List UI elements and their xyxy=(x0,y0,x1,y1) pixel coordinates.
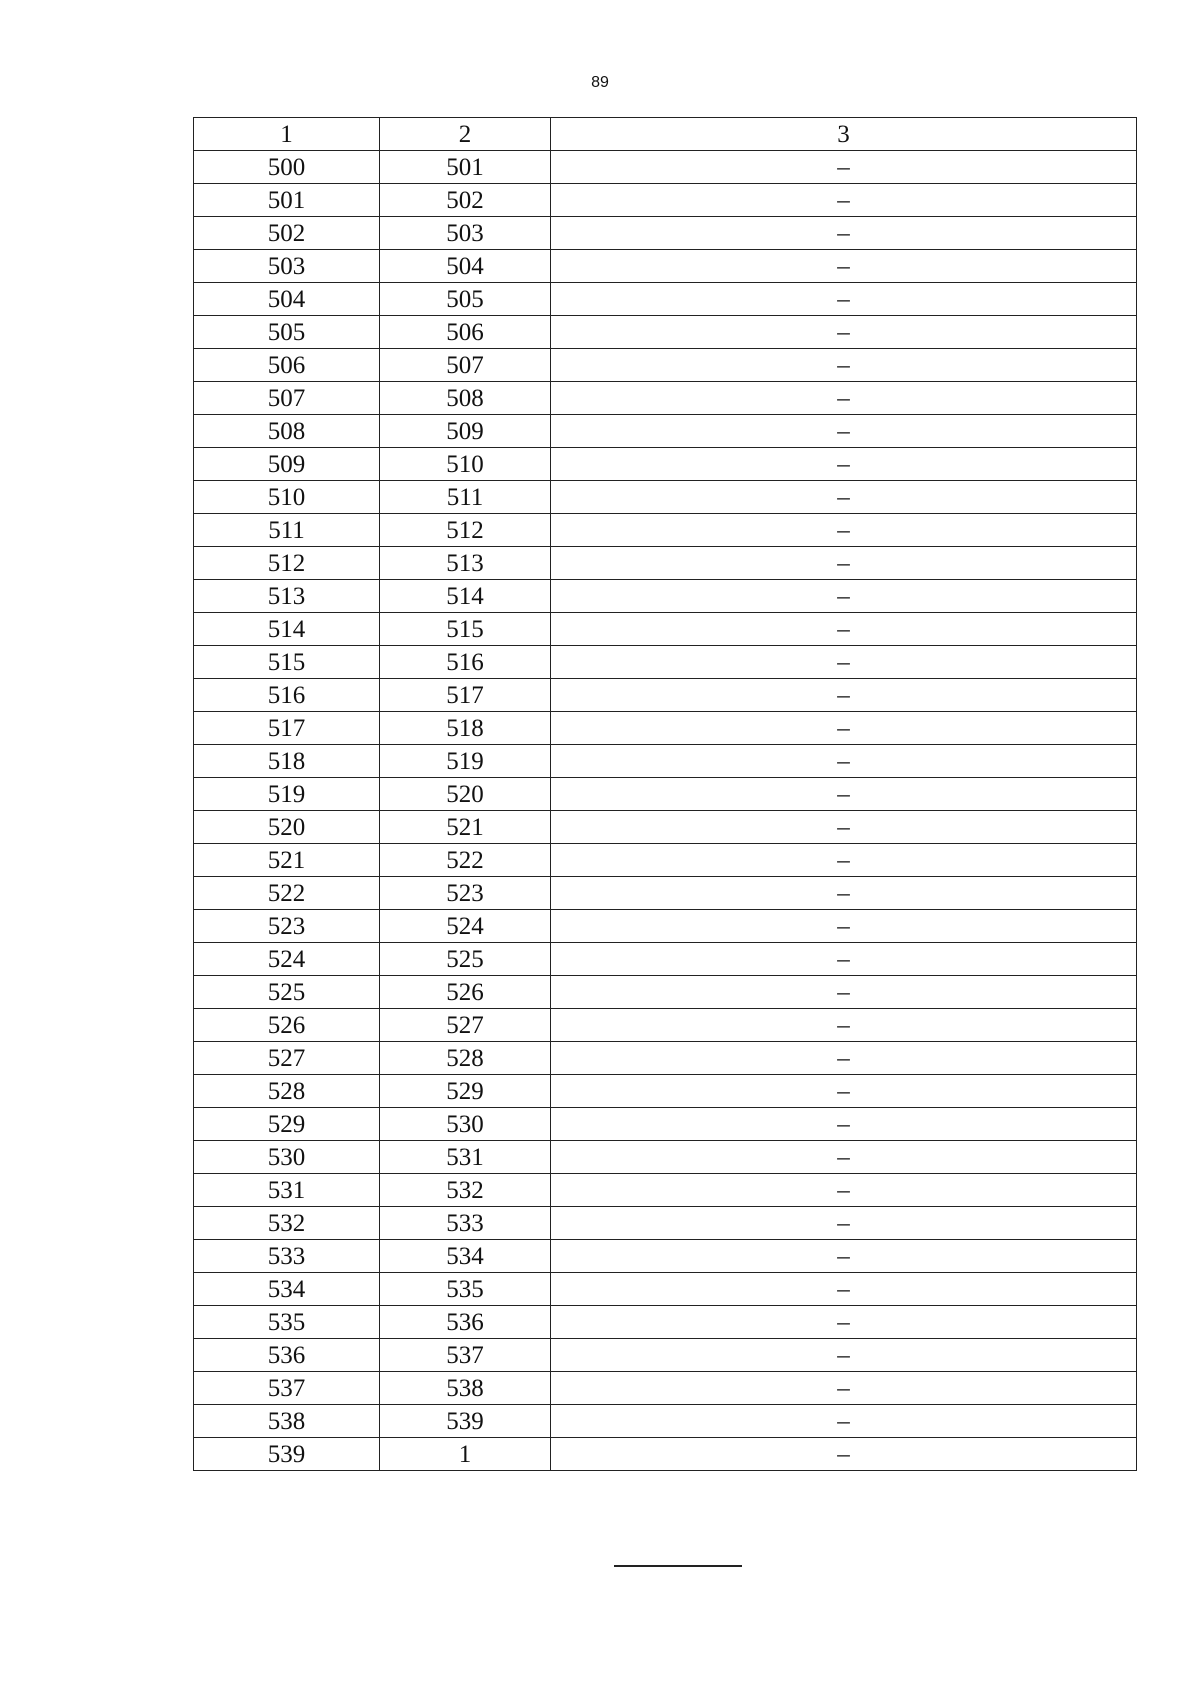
table-cell-col2: 522 xyxy=(380,844,551,877)
page-number: 89 xyxy=(591,74,609,91)
table-row xyxy=(194,844,1137,877)
table-cell-col2: 501 xyxy=(380,151,551,184)
table-cell-col1: 511 xyxy=(194,514,380,547)
table-row xyxy=(194,877,1137,910)
table-cell-col3: – xyxy=(551,943,1137,976)
table-cell-col3: – xyxy=(551,184,1137,217)
table-cell-col1: 509 xyxy=(194,448,380,481)
table-body xyxy=(194,151,1137,1471)
table-row xyxy=(194,943,1137,976)
table-cell-col1: 513 xyxy=(194,580,380,613)
table-cell-col3: – xyxy=(551,646,1137,679)
table-row xyxy=(194,910,1137,943)
table-cell-col2: 505 xyxy=(380,283,551,316)
table-cell-col2: 506 xyxy=(380,316,551,349)
table-cell-col1: 538 xyxy=(194,1405,380,1438)
table-row xyxy=(194,976,1137,1009)
table-cell-col1: 534 xyxy=(194,1273,380,1306)
table-row xyxy=(194,184,1137,217)
table-row xyxy=(194,1207,1137,1240)
table-row xyxy=(194,217,1137,250)
table-row xyxy=(194,1240,1137,1273)
table-row xyxy=(194,283,1137,316)
table-cell-col2: 509 xyxy=(380,415,551,448)
table-cell-col2: 517 xyxy=(380,679,551,712)
table-cell-col3: – xyxy=(551,415,1137,448)
table-header-row xyxy=(194,118,1137,151)
table-cell-col1: 504 xyxy=(194,283,380,316)
table-cell-col3: – xyxy=(551,1207,1137,1240)
table-cell-col3: – xyxy=(551,1141,1137,1174)
table-cell-col1: 518 xyxy=(194,745,380,778)
table-cell-col1: 524 xyxy=(194,943,380,976)
table-cell-col1: 501 xyxy=(194,184,380,217)
table-cell-col2: 525 xyxy=(380,943,551,976)
table-cell-col3: – xyxy=(551,1405,1137,1438)
table-cell-col3: – xyxy=(551,448,1137,481)
table-cell-col1: 507 xyxy=(194,382,380,415)
table-cell-col3: – xyxy=(551,514,1137,547)
table-cell-col1: 531 xyxy=(194,1174,380,1207)
table-row xyxy=(194,679,1137,712)
table-cell-col1: 510 xyxy=(194,481,380,514)
table-cell-col1: 530 xyxy=(194,1141,380,1174)
table-row xyxy=(194,1405,1137,1438)
table-row xyxy=(194,349,1137,382)
table-cell-col1: 539 xyxy=(194,1438,380,1471)
table-cell-col1: 533 xyxy=(194,1240,380,1273)
table-cell-col1: 529 xyxy=(194,1108,380,1141)
table-cell-col3: – xyxy=(551,316,1137,349)
table-row xyxy=(194,481,1137,514)
table-cell-col2: 530 xyxy=(380,1108,551,1141)
table-row xyxy=(194,745,1137,778)
data-table xyxy=(193,117,1137,1471)
table-cell-col3: – xyxy=(551,1240,1137,1273)
table-cell-col3: – xyxy=(551,1306,1137,1339)
table-cell-col3: – xyxy=(551,547,1137,580)
table-row xyxy=(194,547,1137,580)
table-row xyxy=(194,580,1137,613)
table-row xyxy=(194,1273,1137,1306)
table-cell-col2: 539 xyxy=(380,1405,551,1438)
column-header-3: 3 xyxy=(551,118,1137,151)
table-cell-col3: – xyxy=(551,712,1137,745)
table-cell-col2: 526 xyxy=(380,976,551,1009)
table-cell-col3: – xyxy=(551,1075,1137,1108)
table-cell-col3: – xyxy=(551,745,1137,778)
table-cell-col3: – xyxy=(551,1108,1137,1141)
table-cell-col2: 523 xyxy=(380,877,551,910)
table-row xyxy=(194,1339,1137,1372)
table-cell-col2: 519 xyxy=(380,745,551,778)
table-cell-col3: – xyxy=(551,481,1137,514)
table-cell-col2: 507 xyxy=(380,349,551,382)
table-cell-col1: 535 xyxy=(194,1306,380,1339)
table-cell-col1: 512 xyxy=(194,547,380,580)
table-row xyxy=(194,712,1137,745)
table-cell-col3: – xyxy=(551,1438,1137,1471)
table-cell-col2: 1 xyxy=(380,1438,551,1471)
column-header-2: 2 xyxy=(380,118,551,151)
table-cell-col3: – xyxy=(551,844,1137,877)
table-cell-col1: 515 xyxy=(194,646,380,679)
table-cell-col1: 519 xyxy=(194,778,380,811)
table-cell-col2: 508 xyxy=(380,382,551,415)
table-cell-col2: 536 xyxy=(380,1306,551,1339)
table-cell-col3: – xyxy=(551,976,1137,1009)
table-cell-col1: 527 xyxy=(194,1042,380,1075)
table-cell-col3: – xyxy=(551,349,1137,382)
column-header-1: 1 xyxy=(194,118,380,151)
table-cell-col1: 522 xyxy=(194,877,380,910)
table-cell-col3: – xyxy=(551,778,1137,811)
table-row xyxy=(194,1075,1137,1108)
table-cell-col2: 538 xyxy=(380,1372,551,1405)
table-cell-col2: 535 xyxy=(380,1273,551,1306)
footer-rule xyxy=(614,1565,742,1567)
table-cell-col1: 508 xyxy=(194,415,380,448)
table-cell-col3: – xyxy=(551,1009,1137,1042)
table-cell-col3: – xyxy=(551,1372,1137,1405)
table-cell-col1: 505 xyxy=(194,316,380,349)
table-cell-col1: 514 xyxy=(194,613,380,646)
table-cell-col1: 526 xyxy=(194,1009,380,1042)
table-cell-col2: 527 xyxy=(380,1009,551,1042)
table-row xyxy=(194,382,1137,415)
table-cell-col1: 537 xyxy=(194,1372,380,1405)
table-cell-col2: 502 xyxy=(380,184,551,217)
table-row xyxy=(194,514,1137,547)
table-row xyxy=(194,1306,1137,1339)
table-cell-col1: 525 xyxy=(194,976,380,1009)
table-row xyxy=(194,1009,1137,1042)
table-cell-col2: 510 xyxy=(380,448,551,481)
table-row xyxy=(194,778,1137,811)
table-row xyxy=(194,1174,1137,1207)
table-row xyxy=(194,448,1137,481)
table-row xyxy=(194,250,1137,283)
table-cell-col2: 511 xyxy=(380,481,551,514)
table-cell-col2: 533 xyxy=(380,1207,551,1240)
table-row xyxy=(194,1372,1137,1405)
table-cell-col2: 504 xyxy=(380,250,551,283)
table-row xyxy=(194,1042,1137,1075)
table-cell-col2: 520 xyxy=(380,778,551,811)
table-row xyxy=(194,811,1137,844)
table-cell-col1: 503 xyxy=(194,250,380,283)
table-cell-col3: – xyxy=(551,250,1137,283)
table-cell-col2: 514 xyxy=(380,580,551,613)
table-row xyxy=(194,415,1137,448)
table-cell-col2: 531 xyxy=(380,1141,551,1174)
table-cell-col2: 515 xyxy=(380,613,551,646)
table-cell-col1: 523 xyxy=(194,910,380,943)
table-cell-col1: 517 xyxy=(194,712,380,745)
table-cell-col1: 500 xyxy=(194,151,380,184)
table-cell-col3: – xyxy=(551,217,1137,250)
table-cell-col3: – xyxy=(551,877,1137,910)
table-cell-col3: – xyxy=(551,151,1137,184)
table-cell-col3: – xyxy=(551,910,1137,943)
table-cell-col3: – xyxy=(551,1339,1137,1372)
table-cell-col1: 506 xyxy=(194,349,380,382)
table-cell-col3: – xyxy=(551,679,1137,712)
table-cell-col3: – xyxy=(551,1174,1137,1207)
table-cell-col1: 502 xyxy=(194,217,380,250)
table-row xyxy=(194,1438,1137,1471)
table-row xyxy=(194,613,1137,646)
table-cell-col3: – xyxy=(551,811,1137,844)
table-cell-col2: 521 xyxy=(380,811,551,844)
table-cell-col1: 532 xyxy=(194,1207,380,1240)
table-cell-col1: 521 xyxy=(194,844,380,877)
table-cell-col2: 503 xyxy=(380,217,551,250)
table-cell-col1: 528 xyxy=(194,1075,380,1108)
table-cell-col3: – xyxy=(551,1273,1137,1306)
table-cell-col1: 516 xyxy=(194,679,380,712)
table-row xyxy=(194,1108,1137,1141)
table-cell-col3: – xyxy=(551,1042,1137,1075)
table-cell-col2: 516 xyxy=(380,646,551,679)
table-row xyxy=(194,316,1137,349)
table-cell-col2: 518 xyxy=(380,712,551,745)
table-cell-col1: 536 xyxy=(194,1339,380,1372)
table-cell-col2: 537 xyxy=(380,1339,551,1372)
table-cell-col3: – xyxy=(551,382,1137,415)
table-cell-col2: 529 xyxy=(380,1075,551,1108)
table-cell-col2: 513 xyxy=(380,547,551,580)
table-cell-col1: 520 xyxy=(194,811,380,844)
table-cell-col2: 512 xyxy=(380,514,551,547)
table-cell-col3: – xyxy=(551,283,1137,316)
table-cell-col2: 524 xyxy=(380,910,551,943)
table-row xyxy=(194,1141,1137,1174)
table-row xyxy=(194,151,1137,184)
table-cell-col3: – xyxy=(551,580,1137,613)
table-cell-col2: 532 xyxy=(380,1174,551,1207)
table-cell-col2: 528 xyxy=(380,1042,551,1075)
table-cell-col3: – xyxy=(551,613,1137,646)
table-row xyxy=(194,646,1137,679)
table-cell-col2: 534 xyxy=(380,1240,551,1273)
